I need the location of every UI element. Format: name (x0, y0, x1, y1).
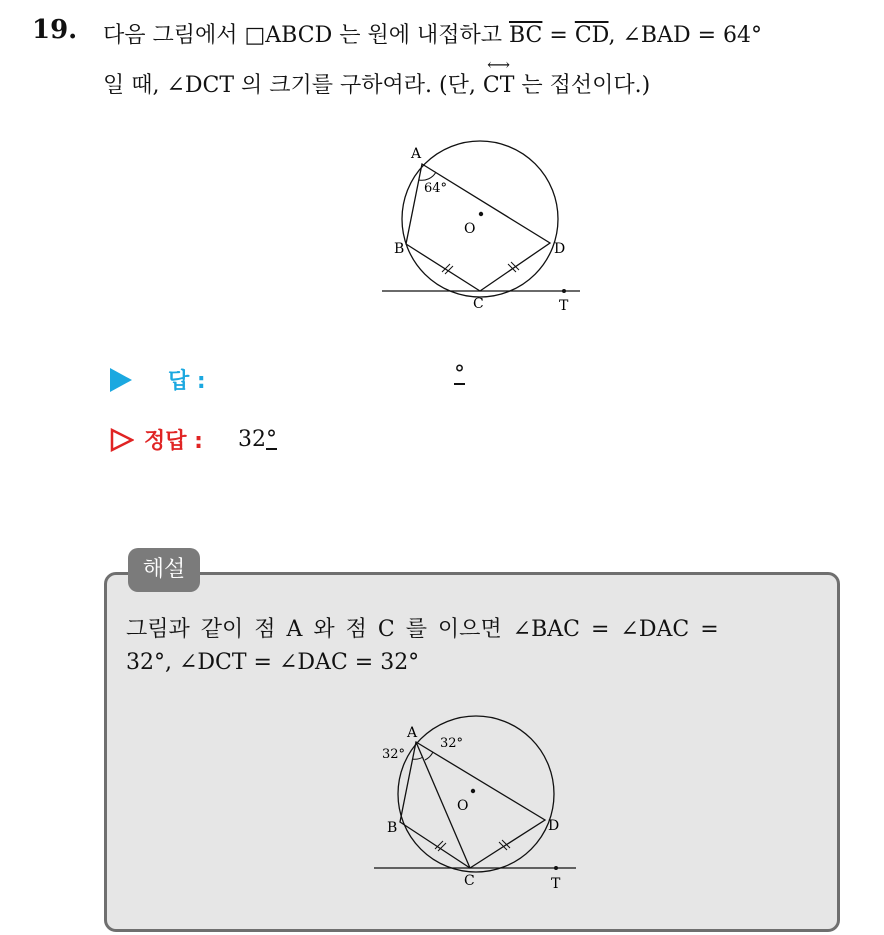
square-symbol: □ (244, 23, 266, 48)
angle-arc (419, 172, 436, 180)
angle-arc-left (412, 757, 423, 759)
answer-row (110, 364, 206, 395)
label-b: B (387, 820, 398, 836)
equals-sign: = (542, 23, 575, 48)
segment-bc: $\overline{BC}$ (508, 23, 543, 48)
label-c: C (473, 296, 484, 312)
quad-name: ABCD (265, 23, 333, 48)
label-o: O (457, 798, 469, 814)
figure-question (370, 130, 590, 320)
segment-cd: $\overline{CD}$ (574, 23, 609, 48)
label-d: D (554, 241, 566, 257)
center-point (471, 789, 475, 793)
answer-blank[interactable]: ° (454, 362, 465, 387)
explanation-tag: 해설 (128, 548, 200, 592)
label-c: C (464, 873, 475, 889)
line-ct-label: CT (482, 73, 515, 98)
angle-arc-right (425, 752, 433, 760)
correct-value: 32° (238, 427, 277, 452)
question-text: 는 원에 내접하고 (332, 23, 509, 48)
explanation-line-1: 그림과 같이 점 A 와 점 C 를 이으면 ∠BAC = ∠DAC = (126, 617, 719, 642)
question-text: 일 때, ∠DCT 의 크기를 구하여라. (단, (103, 73, 483, 98)
label-t: T (559, 298, 569, 314)
label-a: A (407, 725, 418, 741)
play-icon (110, 368, 132, 392)
point-t (562, 289, 566, 293)
label-t: T (551, 876, 561, 892)
label-b: B (394, 241, 405, 257)
question-text: , ∠BAD = 64° (608, 23, 763, 48)
angle-label: 64° (424, 181, 448, 196)
label-a: A (411, 146, 422, 162)
degree-unit: ° (266, 427, 277, 452)
question-line-2 (103, 55, 651, 99)
circle (402, 141, 558, 297)
double-arrow-icon: ⟷ (487, 55, 511, 74)
figure-explanation (370, 712, 590, 902)
label-o: O (464, 221, 476, 237)
explanation-line-2: 32°, ∠DCT = ∠DAC = 32° (126, 650, 420, 675)
correct-answer-row (110, 424, 203, 455)
line-ct (482, 55, 515, 98)
question-line-1 (103, 18, 762, 49)
angle-label-left: 32° (382, 747, 406, 762)
play-outline-icon (110, 428, 134, 452)
point-t (554, 866, 558, 870)
question-text: 다음 그림에서 (103, 23, 245, 48)
question-text: 는 접선이다.) (514, 73, 651, 98)
question-number: 19. (32, 15, 78, 45)
angle-label-right: 32° (440, 736, 464, 751)
circle (398, 716, 554, 872)
correct-label: 정답 : (144, 429, 203, 454)
answer-label: 답 : (168, 369, 206, 394)
quadrilateral-abcd (400, 742, 545, 868)
label-d: D (548, 818, 560, 834)
center-point (479, 212, 483, 216)
